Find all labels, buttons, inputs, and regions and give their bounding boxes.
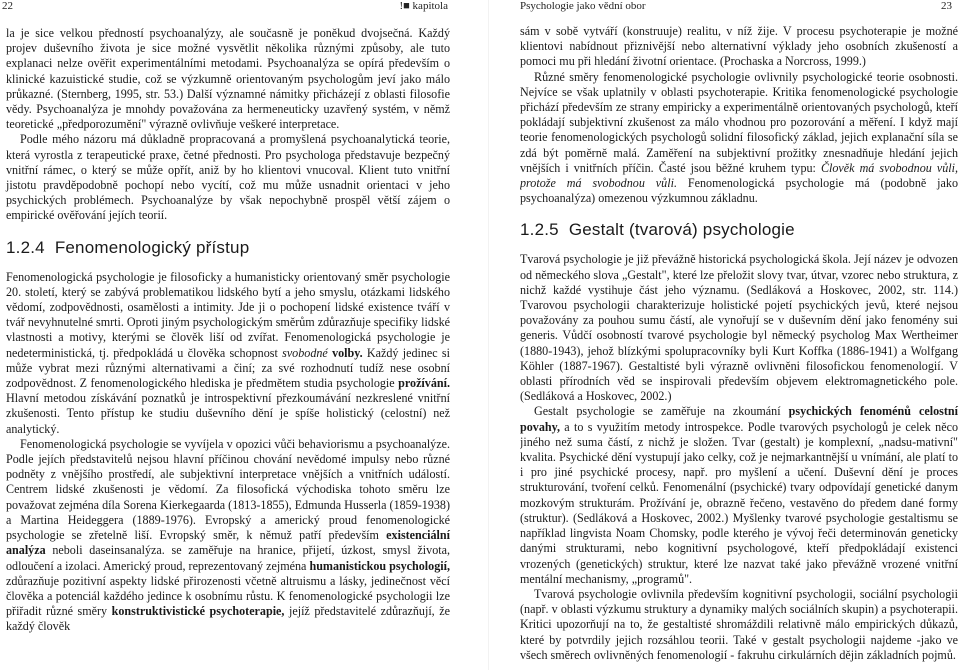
left-text-column: [0, 16, 460, 635]
text-run: neboli daseinsanalýza. se zaměřuje na hranice, přijetí, úzkost, smysl života, odloučení a izolaci. Americký proud, reprezentovaný zejména: [6, 543, 450, 573]
emphasis-bold: humanistickou psychologií,: [309, 558, 450, 573]
right-page-header: [520, 0, 960, 16]
paragraph: [6, 437, 450, 635]
section-heading: [6, 238, 450, 258]
section-number: 1.2.5: [520, 220, 559, 240]
running-head: !■ kapitola: [399, 0, 448, 12]
emphasis-italic: svobodné: [282, 345, 328, 360]
section-title: Gestalt (tvarová) psychologie: [568, 220, 795, 240]
section-title: Fenomenologický přístup: [54, 237, 250, 257]
section-heading: [520, 220, 958, 240]
text-run: a to s využitím metody introspekce. Podle tvarových psychologů je celek něco jiného než suma částí, z nichž je složen. Tvar (gestalt) je komplexní, „nadsu-mativní" kvalita. Psychické dění vystupují jako celky, což je nejmarkantnější u vnímání, ale platí to i pro jiné psychické procesy, např. pro myšlení a učení. Duševní dění je proces strukturování, tvoření celků. Fenomenální (psychické) tvary odpovídají genetické danym mozkovým strukturám. Prožívání je, obrazně řečeno, vestavěno do předem dané formy (struktur). (Sedláková a Hoskovec, 2002.) Myšlenky tvarové psychologie gestaltismu se například lingvista Noam Chomsky, podle kterého je vývoj řeči determinován geneticky danými strukturami, nebo kognitivní psychologové, kteří předpokládají existenci vrozených (genetických) struktur, které lze nazvat také jako převážně vrozené vnitřní mentální mechanismy, „programů".: [520, 419, 958, 586]
text-run: zdůrazňuje pozitivní aspekty lidské přirozenosti včetně altruismu a lásky, jedinečnost věcí člověka a potenciál každého jedince k osobnímu růstu. K fenomenologické psychologii lze přiřadit různé směry: [6, 573, 450, 619]
paragraph: sám v sobě vytváří (konstruuje) realitu, v níž žije. V procesu psychoterapie je možné klientovi nabídnout přiznivější nebo alternativní výklady jeho osobních zkušeností a pomoci mu při hledání životní orientace. (Prochaska a Norcross, 1999.): [520, 24, 958, 69]
paragraph: Tvarová psychologie ovlivnila především kognitivní psychologii, sociální psychologii (např. v oblasti výzkumu struktury a dynamiky malých sociálních skupin) a psychoterapii. Kritici upozorňují na to, že gestaltisté shromáždili relativně málo empirických důkazů, které by potvrdily jejich rozsáhlou teorii. Také v gestalt psychologii najdeme -jako ve všech směrech ovlivněných fenomenologií - fakruhu cirkulárních dějin základních pojmů.: [520, 586, 958, 662]
paragraph: la je sice velkou předností psychoanalýzy, ale současně je poněkud dvojsečná. Každý projev duševního života je sice možné vysvětlit několika různými způsoby, ale tuto explanaci nelze ověřit experimentálními metodami. Psychoanalýza se opírá především o klinické kazuistické studie, což se výzkumně orientovaným psychologům jeví jako málo průkazné. (Sternberg, 1995, str. 53.) Další významné námitky přicházejí z oblasti filosofie vědy. Psychoanalýza je mnohdy považována za hermeneuticky uzavřený systém, v němž teoretické „předporozumění" výrazně ovlivňuje veškeré interpretace.: [6, 26, 450, 132]
text-run: Gestalt psychologie se zaměřuje na zkoumání: [534, 404, 789, 419]
emphasis-bold: existenciální analýza: [6, 528, 450, 558]
emphasis-bold: konstruktivistické psychoterapie,: [111, 604, 285, 619]
left-page: [0, 0, 460, 670]
left-page-header: [0, 0, 460, 16]
text-run: Fenomenologická psychologie je filosoficky a humanisticky orientovaný směr psychologie 20. století, který se zabývá problematikou lidského bytí a jeho smyslu, otázkami lidského vědomí, zodpovědnosti, osamělosti a intimity. Jde ji o pochopení lidské existence tváří v tvář nevyhnutelné smrti. Oproti jiným psychologickým směrům zdůrazňuje specifiky lidské vlastnosti a motivy, kterými se člověk liší od zvířat. Fenomenologická psychologie je nedeterministická, tj. předpokládá u člověka schopnost: [6, 269, 451, 360]
page-number: 23: [941, 0, 952, 12]
running-head: Psychologie jako vědní obor: [520, 0, 646, 12]
paragraph: Tvarová psychologie je již převážně historická psychologická škola. Její název je odvozen od německého slova „Gestalt", které lze přeložit slovy tvar, útvar, vzorec nebo struktura, z nichž každé vystihuje část jeho významu. (Sedláková a Hoskovec, 2002, str. 114.) Tvarovou psychologii charakterizuje holistické pojetí psychických jevů, které nejsou považovány za pouhou sumu částí, ale vynořují se v duševním dění jako fenomény sui generis. Vůdčí osobností tvarové psychologie byl německý psycholog Max Wertheimer (1880-1943), jehož blízkými spolupracovníky byli Kurt Koffka (1886-1941) a Wolfgang Köhler (1887-1967). Gestaltisté byli výrazně ovlivněni filosofickou fenomenologií. V oblasti přírodních věd se inspirovali především objevem elektromagnetického pole. (Sedláková a Hoskovec, 2002.): [520, 252, 958, 404]
text-run: Různé směry fenomenologické psychologie ovlivnily psychologické teorie osobnosti. Nejvíce se však uplatnily v oblasti psychoterapie. Kritika fenomenologické psychologie přichází především ze strany empiricky a experimentálně orientovaných psychologů, kteří pokládají subjektivní zkušenost za málo vhodnou pro pozorování a měření. I když mají teorie fenomenologických psychologů solidní filosofický základ, jejich explanační síla se zdá být poměrně malá. Zaměření na subjektivní prožitky znesnadňuje hledání jejich vnějších i vnitřních příčin. Časté jsou běžné kruhem typu:: [520, 69, 958, 175]
emphasis-bold: prožívání.: [398, 376, 450, 391]
paragraph: [520, 404, 958, 586]
page-gutter: [488, 0, 489, 670]
paragraph: Podle mého názoru má důkladně propracovaná a promyšlená psychoanalytická teorie, která vyrostla z terapeutické praxe, četné přednosti. Pro psychologa představuje bezpečný vnitřní rámec, o který se může opřít, aniž by ho klientovi vnucoval. Klient tuto vnitřní jistotu pravděpodobně pochopí nebo vycítí, což mu může usnadnit orientaci v jeho psychických problémech. Psychoanalýze by však nepochybně prospěl větší zájem o empirické ověřování jejích teorií.: [6, 132, 450, 223]
paragraph: [520, 70, 958, 207]
right-text-column: [520, 16, 960, 663]
paragraph: [6, 270, 450, 437]
text-run: Fenomenologická psychologie se vyvíjela v opozici vůči behaviorismu a psychoanalýze. Podle jejích představitelů nejsou hlavní příčinou chování nevědomé impulsy nebo různé podněty z vnějšího prostředí, ale subjektivní interpretace vnějších a vnitřních událostí. Centrem lidské zkušenosti je vědomí. Za filosofická východiska tohoto směru lze považovat zejména díla Sorena Kierkegaarda (1813-1855), Edmunda Husserla (1859-1938) a Martina Heideggera (1889-1976). Evropský a americký proud fenomenologické psychologie se zřetelně liší. Evropský směr, k němuž patří především: [6, 436, 450, 543]
page-number: 22: [2, 0, 13, 12]
text-run: jejíž představitelé zdůrazňují, že každý člověk: [6, 604, 450, 634]
emphasis-bold: psychických fenoménů celostní povahy,: [520, 404, 958, 434]
emphasis-italic: Člověk má svobodnou vůli, protože má svobodnou vůli.: [520, 160, 958, 191]
text-run: Hlavní metodou získávání poznatků je introspektivní přezkoumávání nezkreslené vnitřní zkušenosti. Tento přístup ke studiu duševního dění je spíše holistický (celostní) než analytický.: [6, 391, 450, 436]
section-number: 1.2.4: [6, 237, 45, 257]
emphasis-bold: volby.: [332, 345, 363, 360]
text-run: Fenomenologická psychologie má (podobně jako psychoanalýza) omezenou výzkumnou základnu.: [520, 176, 958, 206]
right-page: [520, 0, 960, 670]
text-run: Každý jedinec si může vybrat mezi různými alternativami a činí; za své rozhodnutí tudíž nese osobní zodpovědnost. Z fenomenologického hlediska je předmětem studia psychologie: [6, 345, 450, 391]
